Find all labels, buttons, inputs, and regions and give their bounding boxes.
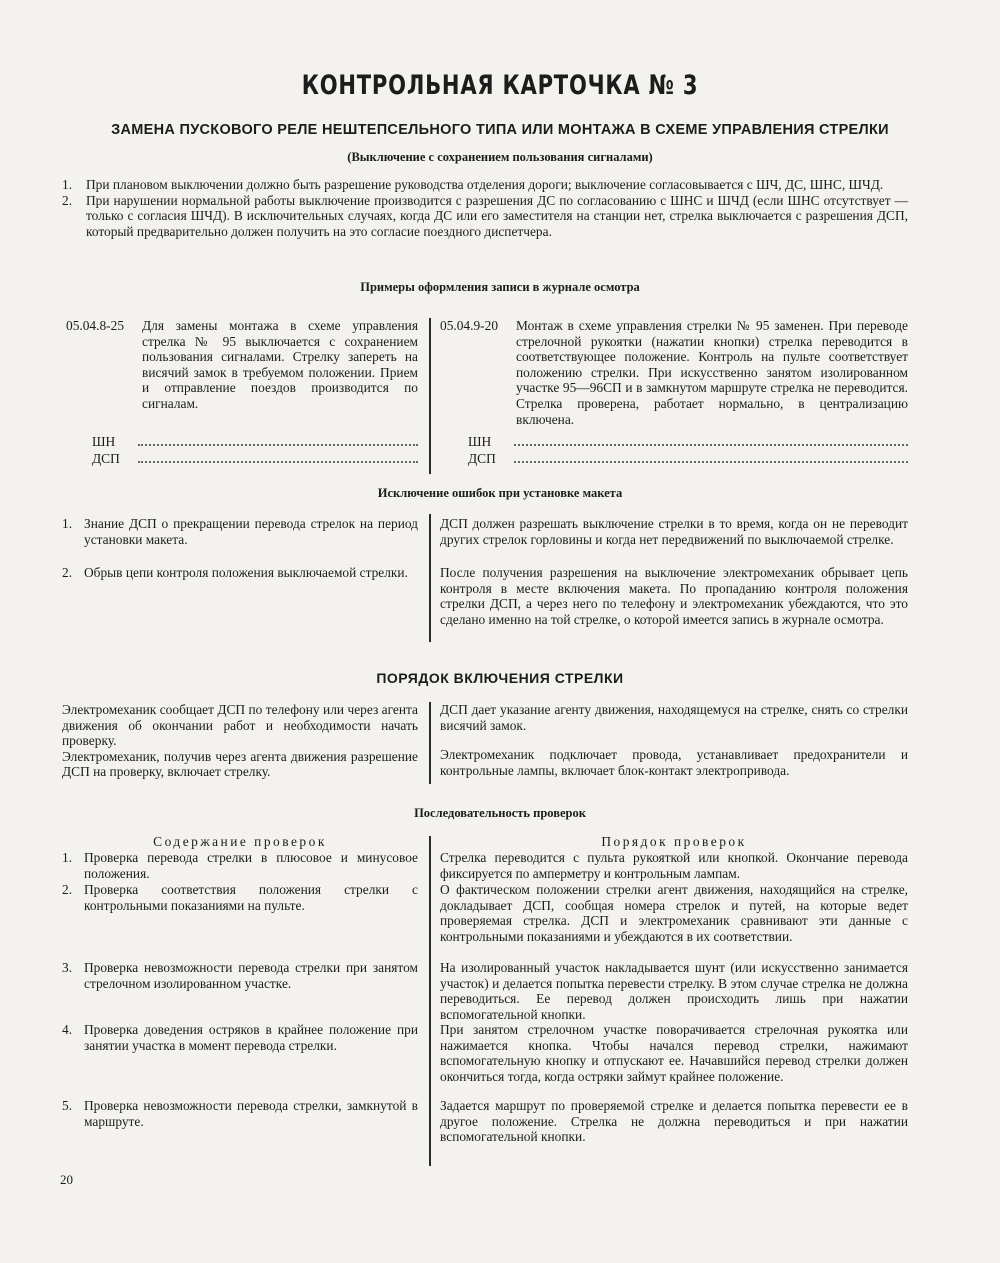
example-right-date: 05.04.9-20	[440, 318, 499, 333]
page-title: КОНТРОЛЬНАЯ КАРТОЧКА № 3	[301, 70, 699, 101]
intro-item-number: 2.	[62, 192, 73, 208]
order-heading: ПОРЯДОК ВКЛЮЧЕНИЯ СТРЕЛКИ	[376, 670, 624, 686]
page-number: 20	[60, 1172, 73, 1187]
check-item-left	[62, 960, 418, 991]
intro-item-text: При плановом выключении должно быть разрешение руководства отделения дороги; выключение согласовывается с ШЧ, ДС, ШНС, ШЧД.	[86, 177, 884, 192]
column-divider	[429, 836, 431, 1166]
error-item-text: Обрыв цепи контроля положения выключаемой стрелки.	[84, 565, 408, 580]
check-item-left	[62, 1022, 418, 1053]
checks-left-header: Содержание проверок	[153, 834, 327, 849]
example-right	[440, 318, 908, 427]
error-item-left	[62, 516, 418, 547]
column-divider	[429, 702, 431, 784]
check-item-number: 2.	[62, 882, 73, 897]
check-item-left	[62, 1098, 418, 1129]
check-item-right	[440, 1022, 908, 1084]
check-item-text: Проверка перевода стрелки в плюсовое и минусовое положения.	[84, 850, 418, 881]
error-item-number: 1.	[62, 516, 73, 531]
check-item-procedure: На изолированный участок накладывается шунт (или искусственно занимается участок) и делается попытка перевести стрелку. В этом случае стрелка не должна переводиться. Ее перевод должен происходить лишь при нажатии вспомогательной кнопки.	[440, 960, 908, 1022]
signature-label-dsp: ДСП	[92, 451, 120, 466]
signature-label-shn: ШН	[92, 434, 116, 449]
subtitle-note: (Выключение с сохранением пользования сигналами)	[347, 150, 653, 164]
check-item-number: 5.	[62, 1098, 73, 1113]
check-item-left	[62, 882, 418, 913]
check-item-procedure: При занятом стрелочном участке поворачивается стрелочная рукоятка или нажимается кнопка. Чтобы начался перевод стрелки, нажимают вспомогательную кнопку и отпускают ее. Начавшийся перевод стрелки должен окончиться тогда, когда остряки займут крайнее положение.	[440, 1022, 908, 1084]
check-item-right	[440, 850, 908, 881]
check-item-right	[440, 882, 908, 944]
column-divider	[429, 318, 431, 474]
check-item-right	[440, 1098, 908, 1145]
signature-line	[138, 434, 418, 446]
intro-item	[62, 193, 908, 240]
column-divider	[429, 514, 431, 642]
intro-item-number: 1.	[62, 177, 73, 192]
examples-heading: Примеры оформления записи в журнале осмотра	[360, 280, 640, 294]
subtitle: ЗАМЕНА ПУСКОВОГО РЕЛЕ НЕШТЕПСЕЛЬНОГО ТИПА ИЛИ МОНТАЖА В СХЕМЕ УПРАВЛЕНИЯ СТРЕЛКИ	[111, 122, 889, 138]
intro-item-text: При нарушении нормальной работы выключение производится с разрешения ДС по согласованию с ШНС и ШЧД (если ШНС отсутствует — только с согласия ШЧД). В исключительных случаях, когда ДС или его заместителя на станции нет, стрелка выключается с разрешения ДСП, который предварительно должен получить на это согласие поездного диспетчера.	[86, 192, 908, 239]
order-step: Электромеханик, получив через агента движения разрешение ДСП на проверку, включает стрелку.	[62, 748, 418, 780]
check-item-right	[440, 960, 908, 1022]
intro-list	[62, 177, 908, 239]
check-item-text: Проверка невозможности перевода стрелки при занятом стрелочном изолированном участке.	[84, 960, 418, 991]
check-item-number: 4.	[62, 1022, 73, 1037]
errors-heading: Исключение ошибок при установке макета	[377, 486, 623, 500]
order-step: Электромеханик подключает провода, устанавливает предохранители и контрольные лампы, включает блок-контакт электропривода.	[440, 747, 908, 778]
signature-block-right	[468, 433, 908, 467]
check-item-number: 3.	[62, 960, 73, 975]
check-item-procedure: Задается маршрут по проверяемой стрелке и делается попытка перевести ее в другое положение. Стрелка не должна переводиться и при нажатии вспомогательной кнопки.	[440, 1098, 908, 1145]
example-left-text: Для замены монтажа в схеме управления стрелка № 95 выключается с сохранением пользования сигналами. Стрелку запереть на висячий замок в требуемом положении. Прием и отправление поездов производится по сигналам.	[142, 318, 418, 411]
check-item-number: 1.	[62, 850, 73, 865]
example-right-text: Монтаж в схеме управления стрелки № 95 заменен. При переводе стрелочной рукоятки (нажатии кнопки) стрелка переводится в соответствующее положение. Контроль на пульте соответствует положению стрелки. При искусственно занятом изолированном участке 95—96СП и в замкнутом маршруте стрелка не переводится. Стрелка проверена, работает нормально, в централизацию включена.	[516, 318, 908, 427]
signature-label-dsp: ДСП	[468, 451, 496, 466]
signature-line	[514, 451, 908, 463]
example-left	[66, 318, 418, 412]
error-item-right	[440, 516, 908, 547]
intro-item	[62, 177, 908, 193]
signature-block-left	[92, 433, 418, 467]
order-left	[62, 702, 418, 780]
error-item-number: 2.	[62, 565, 73, 580]
signature-line	[138, 451, 418, 463]
checks-right-header: Порядок проверок	[601, 834, 747, 849]
check-item-text: Проверка соответствия положения стрелки с контрольными показаниями на пульте.	[84, 882, 418, 913]
error-item-remedy: ДСП должен разрешать выключение стрелки в то время, когда он не переводит других стрелок горловины и когда нет передвижений по выключаемой стрелке.	[440, 516, 908, 547]
check-item-procedure: О фактическом положении стрелки агент движения, находящийся на стрелке, докладывает ДСП, сообщая номера стрелок и путей, на которые ведет проверяемая стрелка. ДСП и электромеханик сравнивают эти данные с контрольными показаниями и убеждаются в их соответствии.	[440, 882, 908, 944]
error-item-remedy: После получения разрешения на выключение электромеханик обрывает цепь контроля в месте включения макета. По пропаданию контроля положения стрелки ДСП, а через него по телефону и электромеханик убеждаются, что это сделано именно на той стрелке, о которой имеется запись в журнале осмотра.	[440, 565, 908, 627]
check-item-text: Проверка невозможности перевода стрелки, замкнутой в маршруте.	[84, 1098, 418, 1129]
example-left-date: 05.04.8-25	[66, 318, 125, 333]
signature-label-shn: ШН	[468, 434, 492, 449]
check-item-left	[62, 850, 418, 881]
order-step: ДСП дает указание агенту движения, находящемуся на стрелке, снять со стрелки висячий замок.	[440, 702, 908, 733]
check-item-text: Проверка доведения остряков в крайнее положение при занятии участка в момент перевода стрелки.	[84, 1022, 418, 1053]
error-item-left	[62, 565, 418, 581]
check-item-procedure: Стрелка переводится с пульта рукояткой или кнопкой. Окончание перевода фиксируется по амперметру и контрольным лампам.	[440, 850, 908, 881]
error-item-right	[440, 565, 908, 627]
error-item-text: Знание ДСП о прекращении перевода стрелок на период установки макета.	[84, 516, 418, 547]
signature-line	[514, 434, 908, 446]
order-right	[440, 702, 908, 778]
checks-heading: Последовательность проверок	[414, 806, 586, 820]
order-step: Электромеханик сообщает ДСП по телефону или через агента движения об окончании работ и необходимости начать проверку.	[62, 702, 418, 749]
